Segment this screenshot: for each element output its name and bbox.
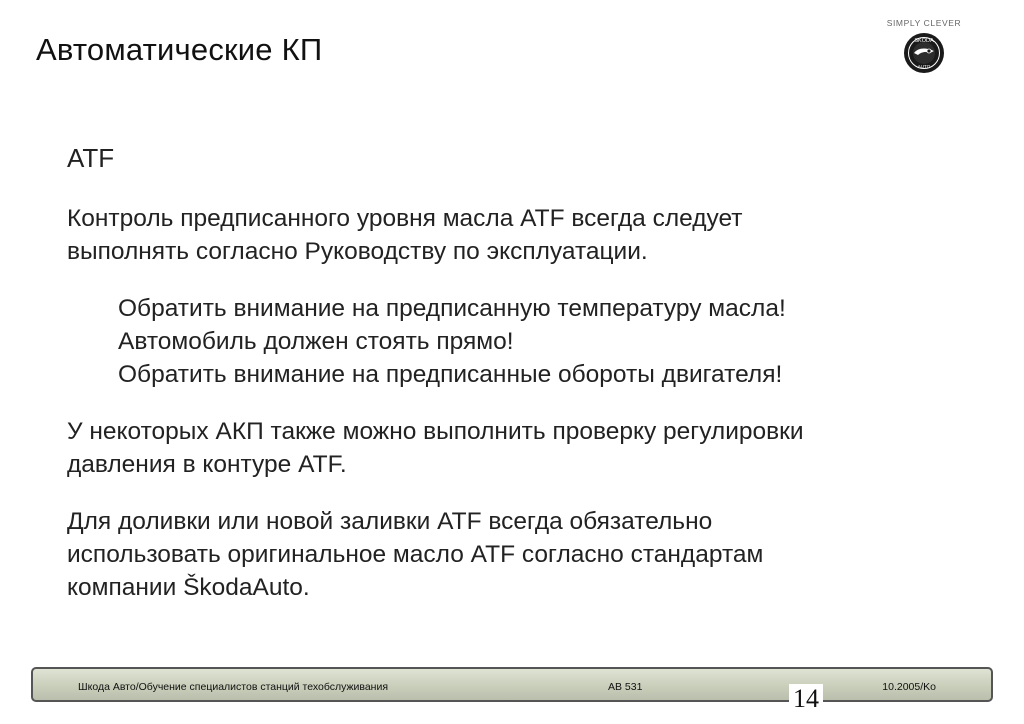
brand-tagline: SIMPLY CLEVER — [886, 18, 962, 28]
footer-bar — [31, 667, 993, 702]
paragraph-line: выполнять согласно Руководству по эксплуатации. — [67, 238, 648, 265]
note-item: Обратить внимание на предписанные обороты двигателя! — [118, 361, 783, 388]
paragraph-line: У некоторых АКП также можно выполнить проверку регулировки — [67, 418, 804, 445]
page-number: 14 — [789, 684, 823, 714]
paragraph-line: Контроль предписанного уровня масла ATF всегда следует — [67, 205, 743, 232]
logo-subword: AUTO — [917, 64, 931, 69]
footer-date: 10.2005/Ko — [882, 681, 936, 693]
paragraph-pressure-check — [67, 415, 967, 481]
brand-block — [876, 18, 972, 74]
paragraph-line: Для доливки или новой заливки ATF всегда обязательно — [67, 508, 713, 535]
slide-title: Автоматические КП — [36, 32, 323, 67]
footer-course-label: Шкода Авто/Обучение специалистов станций техобслуживания — [78, 681, 389, 693]
note-item: Обратить внимание на предписанную температуру масла! — [118, 295, 786, 322]
skoda-logo-icon — [903, 32, 945, 74]
note-item: Автомобиль должен стоять прямо! — [118, 328, 514, 355]
section-heading: ATF — [67, 143, 115, 173]
paragraph-line: компании ŠkodaAuto. — [67, 574, 310, 601]
logo-wordmark: SKODA — [914, 38, 934, 44]
main-content — [67, 142, 967, 628]
paragraph-line: давления в контуре ATF. — [67, 451, 347, 478]
paragraph-line: использовать оригинальное масло ATF согласно стандартам — [67, 541, 764, 568]
footer-document-code: AB 531 — [608, 681, 643, 693]
paragraph-original-oil — [67, 505, 967, 604]
notes-list — [118, 292, 967, 391]
paragraph-oil-level — [67, 202, 967, 268]
